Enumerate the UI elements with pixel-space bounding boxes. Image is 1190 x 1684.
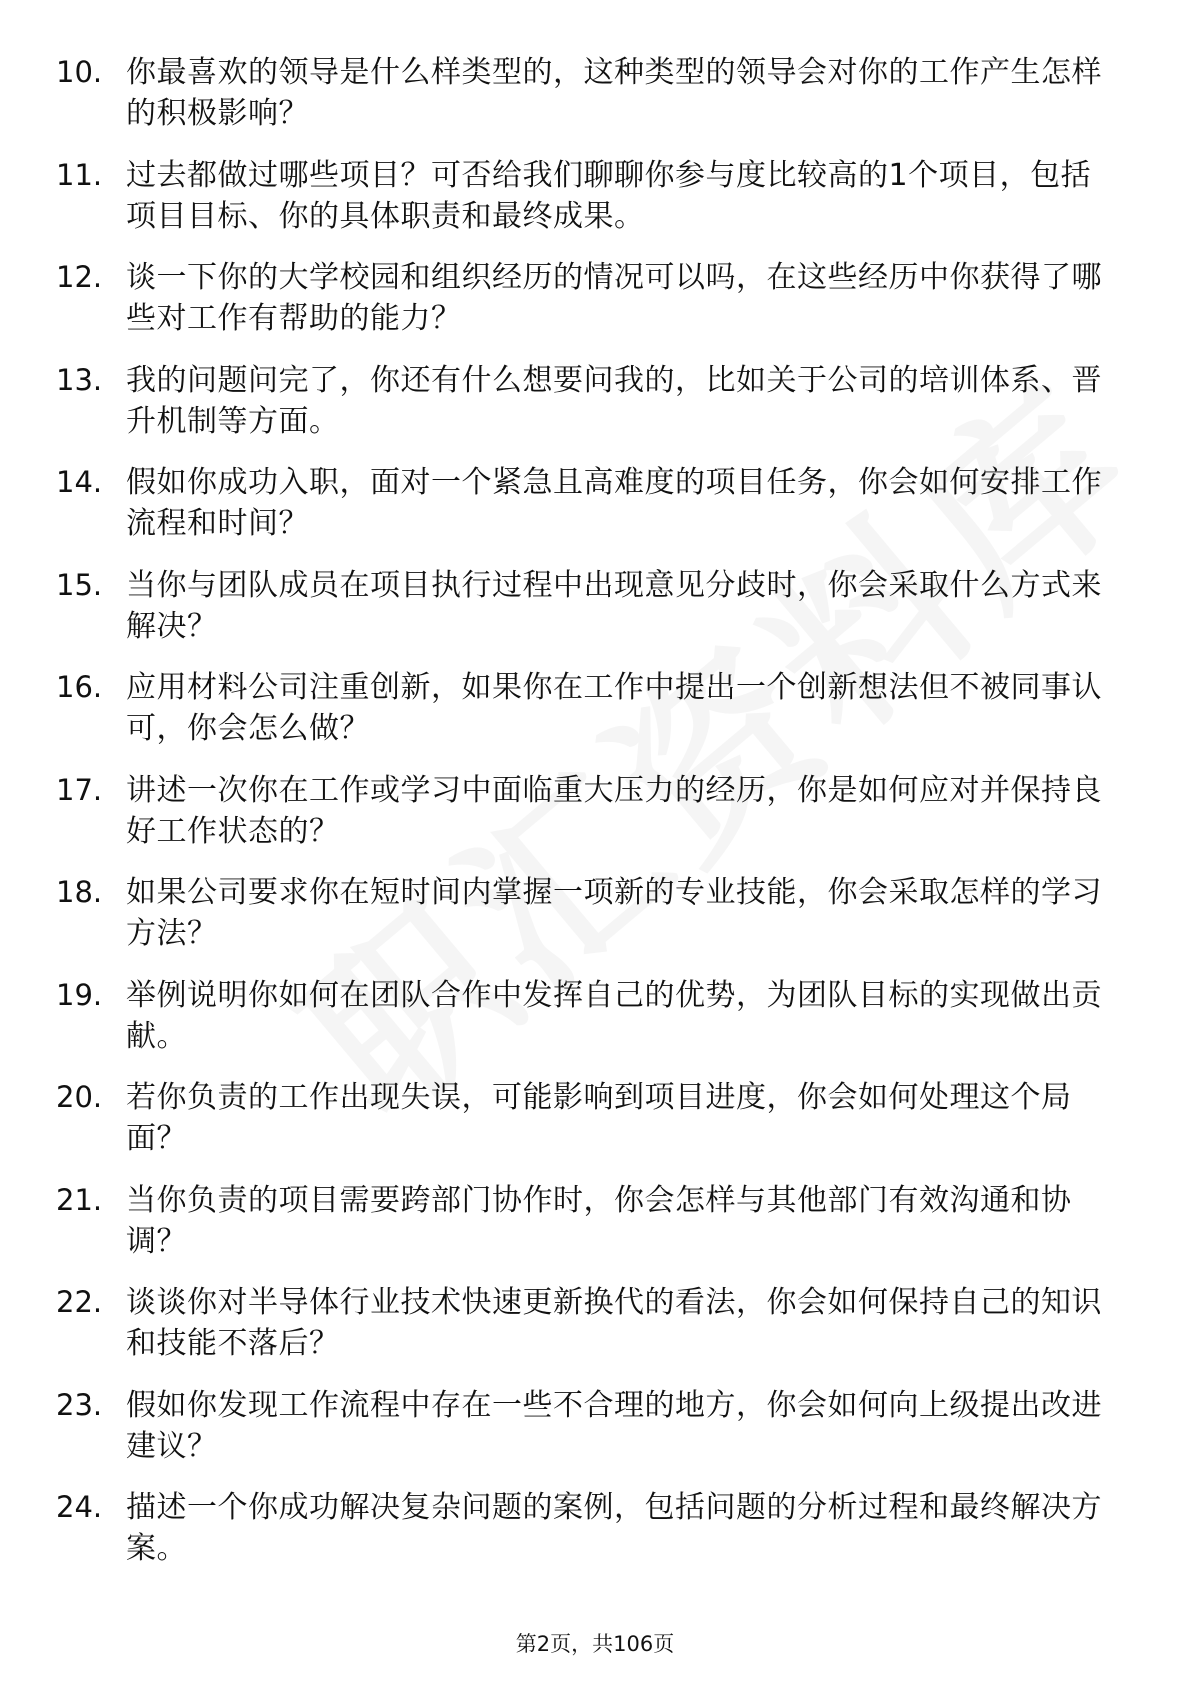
question-number: 23. [56, 1387, 103, 1422]
question-item [56, 770, 1116, 858]
question-number: 24. [56, 1490, 103, 1524]
question-text: 如果公司要求你在短时间内掌握一项新的专业技能，你会采取怎样的学习方法？ [126, 875, 1102, 951]
question-text: 若你负责的工作出现失误，可能影响到项目进度，你会如何处理这个局面？ [126, 1080, 1072, 1156]
question-item [56, 1487, 1116, 1575]
question-number: 15. [56, 567, 103, 602]
question-number: 11. [56, 157, 103, 192]
question-item [56, 257, 1116, 345]
question-number: 13. [56, 362, 103, 397]
question-text: 讲述一次你在工作或学习中面临重大压力的经历，你是如何应对并保持良好工作状态的？ [126, 772, 1102, 849]
question-item [56, 462, 1116, 550]
question-number: 18. [56, 875, 103, 909]
question-item [56, 360, 1116, 448]
question-text: 谈一下你的大学校园和组织经历的情况可以吗，在这些经历中你获得了哪些对工作有帮助的能力？ [126, 260, 1102, 336]
interview-question-list [56, 52, 1116, 1590]
question-item [56, 565, 1116, 653]
question-number: 14. [56, 465, 103, 499]
question-item [56, 872, 1116, 960]
question-text: 描述一个你成功解决复杂问题的案例，包括问题的分析过程和最终解决方案。 [126, 1490, 1102, 1566]
question-number: 16. [56, 670, 103, 704]
question-number: 19. [56, 977, 103, 1012]
question-number: 10. [56, 55, 103, 89]
question-number: 21. [56, 1182, 103, 1217]
question-text: 我的问题问完了，你还有什么想要问我的，比如关于公司的培训体系、晋升机制等方面。 [126, 362, 1102, 439]
question-number: 22. [56, 1285, 103, 1319]
question-item [56, 155, 1116, 243]
question-item [56, 667, 1116, 755]
question-number: 12. [56, 260, 103, 294]
question-text: 假如你成功入职，面对一个紧急且高难度的项目任务，你会如何安排工作流程和时间？ [126, 465, 1102, 541]
question-item [56, 1180, 1116, 1268]
question-item [56, 52, 1116, 140]
question-text: 过去都做过哪些项目？可否给我们聊聊你参与度比较高的1个项目，包括项目目标、你的具体职责和最终成果。 [126, 157, 1092, 234]
question-text: 举例说明你如何在团队合作中发挥自己的优势，为团队目标的实现做出贡献。 [126, 977, 1102, 1054]
question-text: 谈谈你对半导体行业技术快速更新换代的看法，你会如何保持自己的知识和技能不落后？ [126, 1285, 1102, 1361]
question-item [56, 1385, 1116, 1473]
question-item [56, 1077, 1116, 1165]
page-footer: 第2页，共106页 [515, 1632, 675, 1656]
question-item [56, 1282, 1116, 1370]
question-text: 当你负责的项目需要跨部门协作时，你会怎样与其他部门有效沟通和协调？ [126, 1182, 1072, 1259]
question-text: 假如你发现工作流程中存在一些不合理的地方，你会如何向上级提出改进建议？ [126, 1387, 1102, 1464]
question-text: 当你与团队成员在项目执行过程中出现意见分歧时，你会采取什么方式来解决？ [126, 567, 1102, 644]
question-number: 17. [56, 772, 103, 807]
question-text: 应用材料公司注重创新，如果你在工作中提出一个创新想法但不被同事认可，你会怎么做？ [126, 670, 1102, 746]
question-number: 20. [56, 1080, 103, 1114]
question-item [56, 975, 1116, 1063]
question-text: 你最喜欢的领导是什么样类型的，这种类型的领导会对你的工作产生怎样的积极影响？ [126, 55, 1102, 131]
